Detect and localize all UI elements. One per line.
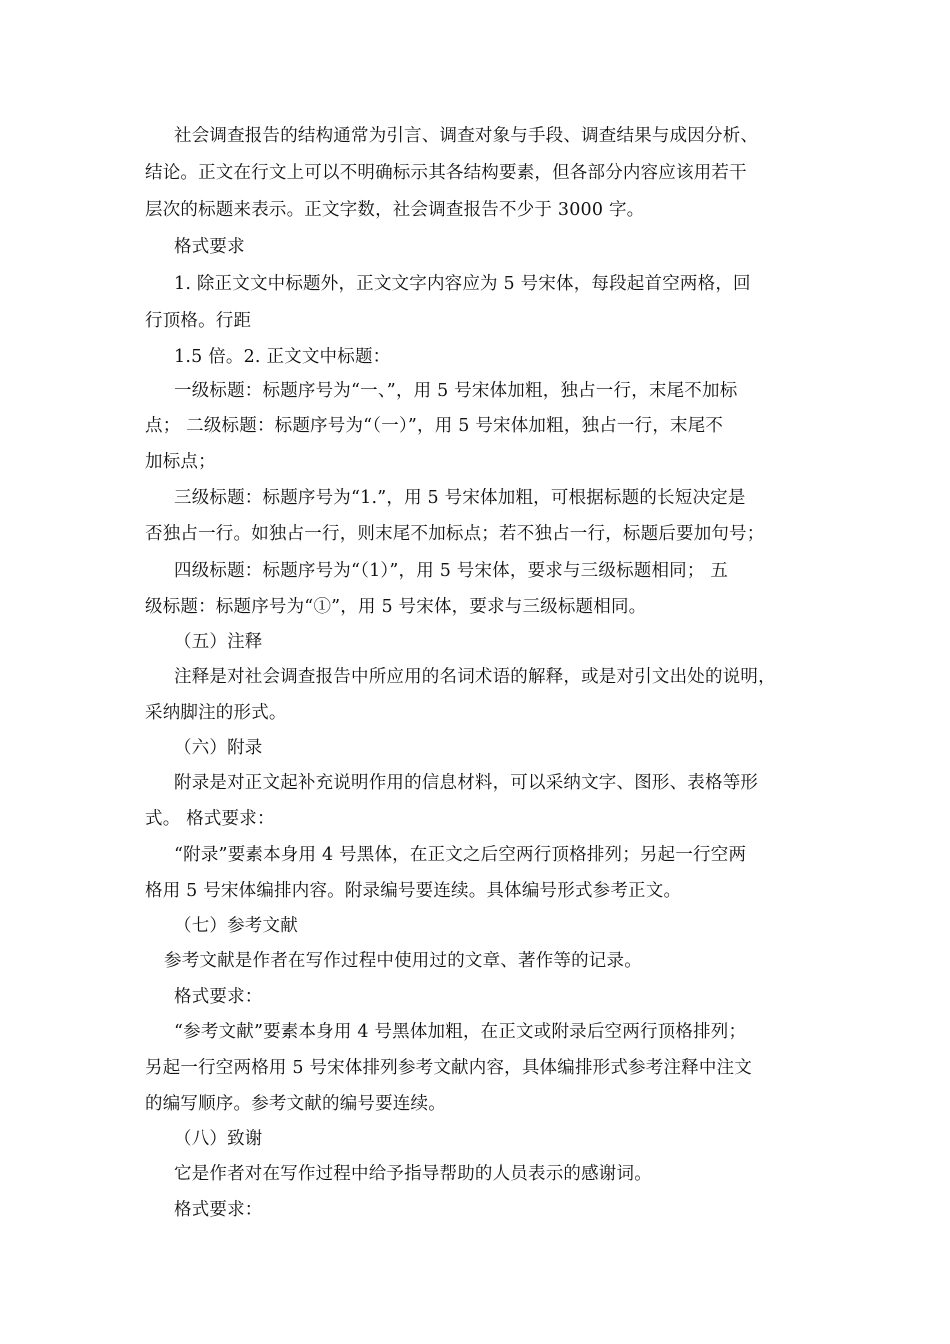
text-line: 采纳脚注的形式。: [145, 703, 287, 723]
section-heading: （七）参考文献: [174, 916, 298, 936]
section-heading: （五）注释: [174, 632, 263, 652]
text-line: 行顶格。行距: [145, 311, 252, 331]
text-line: 格式要求：: [174, 1200, 263, 1220]
text-line: 四级标题：标题序号为“（1）”，用 5 号宋体，要求与三级标题相同； 五: [174, 561, 729, 581]
text-line: 1. 除正文文中标题外，正文文字内容应为 5 号宋体，每段起首空两格，回: [174, 274, 751, 294]
text-line: 另起一行空两格用 5 号宋体排列参考文献内容，具体编排形式参考注释中注文: [145, 1058, 752, 1078]
text-line: 结论。正文在行文上可以不明确标示其各结构要素，但各部分内容应该用若干: [145, 163, 747, 183]
text-line: 格式要求: [174, 237, 245, 257]
text-line: 1.5 倍。2. 正文文中标题：: [174, 347, 391, 367]
text-line: 否独占一行。如独占一行，则末尾不加标点；若不独占一行，标题后要加句号；: [145, 524, 765, 544]
text-line: 三级标题：标题序号为“1.”，用 5 号宋体加粗，可根据标题的长短决定是: [174, 488, 746, 508]
text-line: 注释是对社会调查报告中所应用的名词术语的解释，或是对引文出处的说明，: [174, 667, 776, 687]
text-line: 的编写顺序。参考文献的编号要连续。: [145, 1094, 446, 1114]
section-heading: （六）附录: [174, 738, 263, 758]
text-line: 格用 5 号宋体编排内容。附录编号要连续。具体编号形式参考正文。: [145, 881, 682, 901]
text-line: 附录是对正文起补充说明作用的信息材料，可以采纳文字、图形、表格等形: [174, 773, 759, 793]
text-line: 式。 格式要求：: [145, 809, 275, 829]
text-line: 它是作者对在写作过程中给予指导帮助的人员表示的感谢词。: [174, 1164, 652, 1184]
text-line: 层次的标题来表示。正文字数，社会调查报告不少于 3000 字。: [145, 200, 645, 220]
text-line: “附录”要素本身用 4 号黑体，在正文之后空两行顶格排列；另起一行空两: [174, 845, 747, 865]
text-line: 参考文献是作者在写作过程中使用过的文章、著作等的记录。: [164, 951, 642, 971]
text-line: 点； 二级标题：标题序号为“（一）”，用 5 号宋体加粗，独占一行，末尾不: [145, 416, 724, 436]
text-line: “参考文献”要素本身用 4 号黑体加粗，在正文或附录后空两行顶格排列；: [174, 1022, 747, 1042]
text-line: 一级标题：标题序号为“一、”，用 5 号宋体加粗，独占一行，末尾不加标: [174, 381, 738, 401]
section-heading: （八）致谢: [174, 1129, 263, 1149]
text-line: 级标题：标题序号为“①”，用 5 号宋体，要求与三级标题相同。: [145, 597, 647, 617]
text-line: 加标点；: [145, 452, 216, 472]
text-line: 格式要求：: [174, 987, 263, 1007]
text-line: 社会调查报告的结构通常为引言、调查对象与手段、调查结果与成因分析、: [174, 126, 759, 146]
